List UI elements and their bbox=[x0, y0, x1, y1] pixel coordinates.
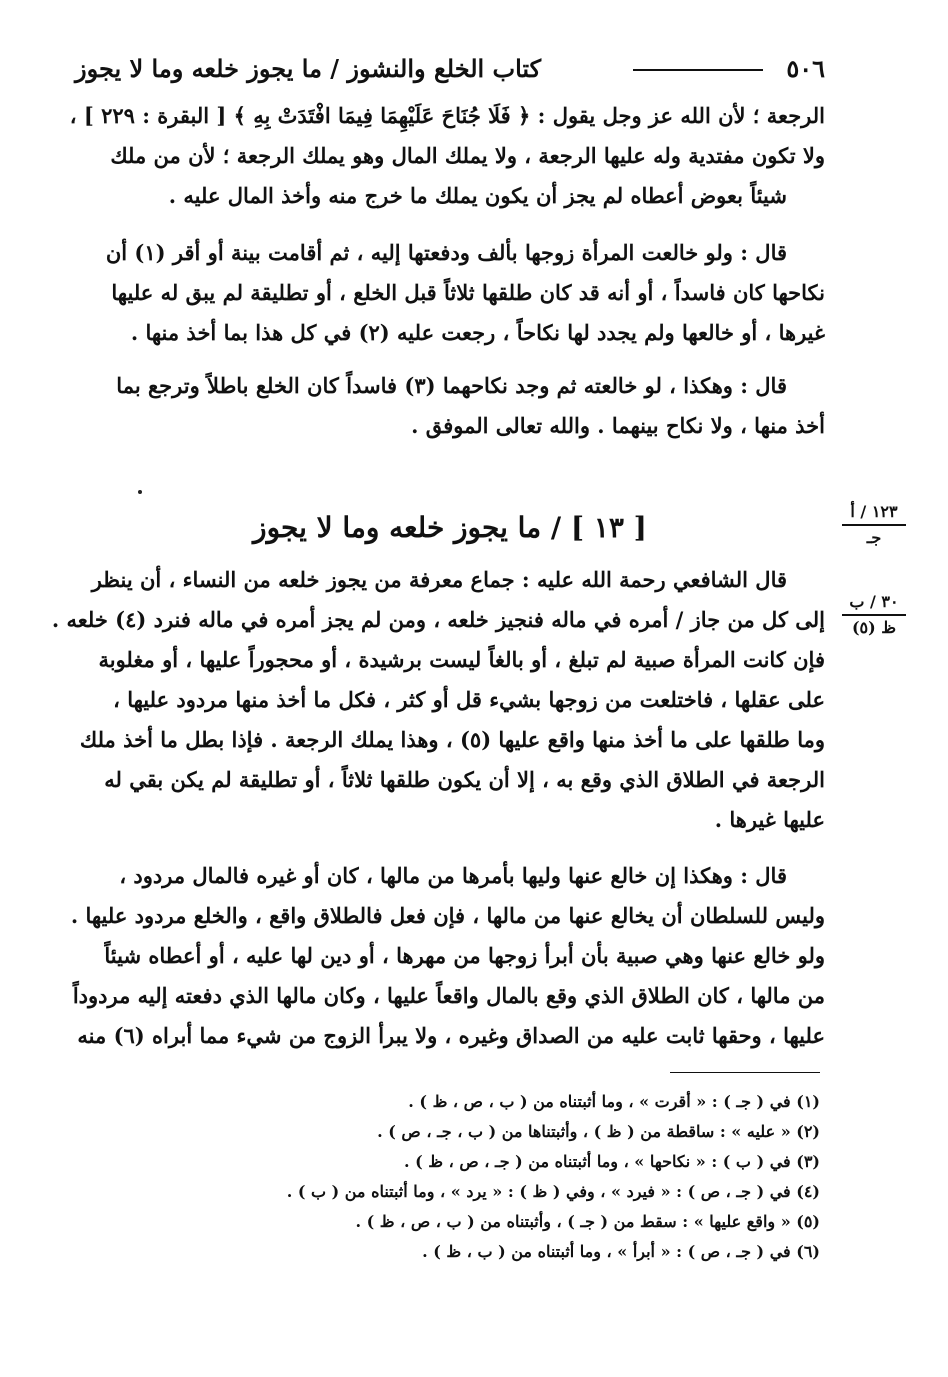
footnote: (٢) « عليه » : ساقطة من ( ظ ) ، وأثبتناها من ( ب ، جـ ، ص ) . bbox=[377, 1122, 820, 1141]
page-number: ٥٠٦ bbox=[786, 54, 825, 83]
text-line: قال : وهكذا ، لو خالعته ثم وجد نكاحهما (٣) فاسداً كان الخلع باطلاً وترجع بما bbox=[116, 373, 787, 398]
section-heading: [ ١٣ ] / ما يجوز خلعه وما لا يجوز bbox=[253, 511, 647, 544]
footnote: (٦) في ( جـ ، ص ) : « أبرأ » ، وما أثبتناه من ( ب ، ظ ) . bbox=[422, 1242, 820, 1261]
footnote-rule bbox=[670, 1072, 820, 1073]
footnote: (٣) في ( ب ) : « نكاحها » ، وما أثبتناه من ( جـ ، ص ، ظ ) . bbox=[403, 1152, 820, 1171]
text-line: قال الشافعي رحمة الله عليه : جماع معرفة من يجوز خلعه من النساء ، أن ينظر bbox=[91, 567, 787, 592]
text-line: غيرها ، أو خالعها ولم يجدد لها نكاحاً ، رجعت عليه (٢) في كل هذا بما أخذ منها . bbox=[130, 320, 825, 345]
text-line: الرجعة في الطلاق الذي وقع به ، إلا أن يكون طلقها ثلاثاً ، أو تطليقة لم يكن بقي له bbox=[104, 767, 825, 792]
margin-note-manuscript-b bbox=[834, 592, 914, 638]
text-line: الرجعة ؛ لأن الله عز وجل يقول : ﴿ فَلَا جُنَاحَ عَلَيْهِمَا فِيمَا افْتَدَتْ بِهِ ﴾ [ البقرة : ٢٢٩ ] ، bbox=[69, 103, 825, 128]
footnote: (٤) في ( جـ ، ص ) : « فيرد » ، وفي ( ظ ) : « يرد » ، وما أثبتناه من ( ب ) . bbox=[286, 1182, 820, 1201]
text-line: وما طلقها على ما أخذ منها واقع عليها (٥) ، وهذا يملك الرجعة . فإذا بطل ما أخذ ملك bbox=[79, 727, 825, 752]
text-line: قال : وهكذا إن خالع عنها وليها بأمرها من مالها ، كان أو غيره فالمال مردود ، bbox=[119, 863, 787, 888]
text-line: عليها ، وحقها ثابت عليه من الصداق وغيره ، ولا يبرأ الزوج من شيء مما أبراه (٦) منه bbox=[77, 1023, 825, 1048]
text-line: نكاحها كان فاسداً ، أو أنه قد كان طلقها ثلاثاً قبل الخلع ، أو تطليقة لم يبق له عليها bbox=[111, 280, 825, 305]
text-line: شيئاً بعوض أعطاه لم يجز أن يكون يملك ما خرج منه وأخذ المال عليه . bbox=[168, 183, 787, 208]
paragraph-2 bbox=[75, 233, 825, 353]
margin-rule bbox=[842, 524, 906, 526]
running-title: كتاب الخلع والنشوز / ما يجوز خلعه وما لا يجوز bbox=[75, 54, 542, 83]
text-line: فإن كانت المرأة صبية لم تبلغ ، أو بالغاً ليست برشيدة ، أو محجوراً عليها ، أو مغلوبة bbox=[98, 647, 825, 672]
ink-speck bbox=[138, 490, 142, 494]
footnotes bbox=[75, 1087, 820, 1267]
margin-folio: ١٢٣ / أ bbox=[850, 502, 898, 521]
header-rule bbox=[633, 69, 763, 71]
text-line: أخذ منها ، ولا نكاح بينهما . والله تعالى الموفق . bbox=[411, 413, 825, 438]
text-line: ولا تكون مفتدية وله عليها الرجعة ، ولا يملك المال وهو يملك الرجعة ؛ لأن من ملك bbox=[110, 143, 825, 168]
text-line: ولو خالع عنها وهي صبية بأن أبرأ زوجها من مهرها ، أو دين لها عليه ، أو أعطاه شيئاً bbox=[104, 943, 825, 968]
margin-note-manuscript-j bbox=[834, 502, 914, 548]
footnote: (١) في ( جـ ) : « أقرت » ، وما أثبتناه من ( ب ، ص ، ظ ) . bbox=[408, 1092, 820, 1111]
text-line: على عقلها ، فاختلعت من زوجها بشيء قل أو كثر ، فكل ما أخذ منها مردود عليها ، bbox=[113, 687, 825, 712]
margin-rule bbox=[842, 614, 906, 616]
text-line: إلى كل من جاز / أمره في ماله فنجيز خلعه ، ومن لم يجز أمره في ماله فنرد (٤) خلعه . bbox=[51, 607, 825, 632]
margin-siglum: ظ (٥) bbox=[851, 618, 897, 637]
margin-folio: ٣٠ / ب bbox=[849, 592, 899, 611]
text-line: قال : ولو خالعت المرأة زوجها بألف ودفعتها إليه ، ثم أقامت بينة أو أقر (١) أن bbox=[105, 240, 787, 265]
text-line: من مالها ، كان الطلاق الذي وقع بالمال واقعاً عليها ، وكان مالها الذي دفعته إليه مردوداً bbox=[72, 983, 825, 1008]
paragraph-3 bbox=[75, 366, 825, 446]
paragraph-4 bbox=[51, 560, 825, 840]
margin-siglum: جـ bbox=[866, 528, 882, 547]
running-header bbox=[75, 52, 825, 88]
text-line: عليها غيرها . bbox=[714, 807, 825, 832]
paragraph-5 bbox=[70, 856, 825, 1056]
text-line: وليس للسلطان أن يخالع عنها من مالها ، فإن فعل فالطلاق واقع ، والخلع مردود عليها . bbox=[70, 903, 825, 928]
footnote: (٥) « واقع عليها » : سقط من ( جـ ) ، وأثبتناه من ( ب ، ص ، ظ ) . bbox=[355, 1212, 820, 1231]
paragraph-1 bbox=[69, 96, 825, 216]
